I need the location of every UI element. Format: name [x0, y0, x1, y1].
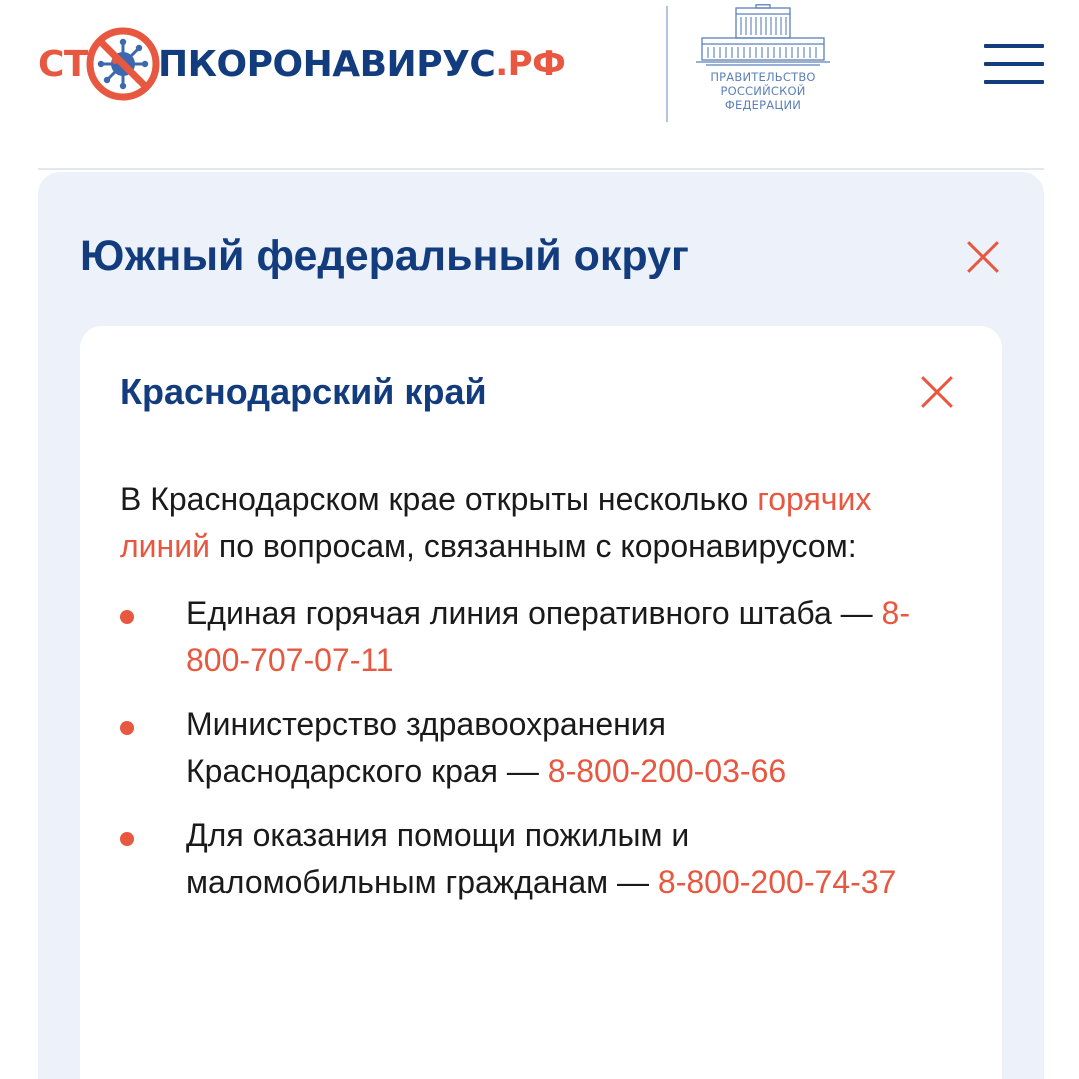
- region-card: [80, 326, 1002, 1079]
- hotline-item: [120, 590, 910, 684]
- hotline-label: Для оказания помощи пожилым и маломобильным гражданам —: [186, 817, 690, 900]
- site-header: [0, 0, 1079, 170]
- logo-text-st: СТ: [38, 43, 88, 85]
- hotline-phone-link[interactable]: 8-800-200-03-66: [547, 753, 787, 789]
- region-intro: [120, 476, 910, 570]
- government-caption: [692, 70, 834, 112]
- hotline-item: [120, 701, 910, 795]
- region-close-icon[interactable]: [920, 375, 954, 409]
- bullet-dot-icon: [120, 832, 134, 846]
- district-close-icon[interactable]: [966, 240, 1000, 274]
- government-logo[interactable]: [692, 4, 834, 124]
- logo-text-koronavirus: ПКОРОНАВИРУС: [157, 43, 496, 85]
- header-divider: [666, 6, 668, 122]
- white-house-building-icon: [696, 4, 830, 66]
- intro-text: В Краснодарском крае открыты несколько: [120, 481, 758, 517]
- menu-bar: [984, 62, 1044, 66]
- region-content: [120, 476, 910, 923]
- government-caption-line: ПРАВИТЕЛЬСТВО: [710, 70, 816, 84]
- intro-text: по вопросам, связанным с коронавирусом:: [209, 528, 857, 564]
- hamburger-menu-icon[interactable]: [984, 44, 1044, 84]
- bullet-dot-icon: [120, 721, 134, 735]
- crossed-virus-icon: [85, 26, 161, 102]
- logo-text-domain: .РФ: [495, 44, 566, 84]
- government-caption-line: ФЕДЕРАЦИИ: [724, 98, 802, 112]
- header-separator: [38, 168, 1044, 170]
- stopcoronavirus-logo[interactable]: [38, 26, 565, 102]
- region-title: Краснодарский край: [120, 371, 487, 412]
- menu-bar: [984, 80, 1044, 84]
- hotline-list: [120, 590, 910, 906]
- hotline-label: Министерство здравоохранения Краснодарского края —: [186, 706, 666, 789]
- hotlines-link[interactable]: горячих линий: [120, 481, 872, 564]
- hotline-label: Единая горячая линия оперативного штаба —: [186, 595, 882, 631]
- hotline-phone-link[interactable]: 8-800-707-07-11: [186, 595, 910, 678]
- district-panel: [38, 172, 1044, 1079]
- menu-bar: [984, 44, 1044, 48]
- district-title: Южный федеральный округ: [80, 232, 689, 280]
- hotline-item: [120, 812, 910, 906]
- government-caption-line: РОССИЙСКОЙ: [720, 84, 806, 98]
- bullet-dot-icon: [120, 610, 134, 624]
- hotline-phone-link[interactable]: 8-800-200-74-37: [657, 864, 897, 900]
